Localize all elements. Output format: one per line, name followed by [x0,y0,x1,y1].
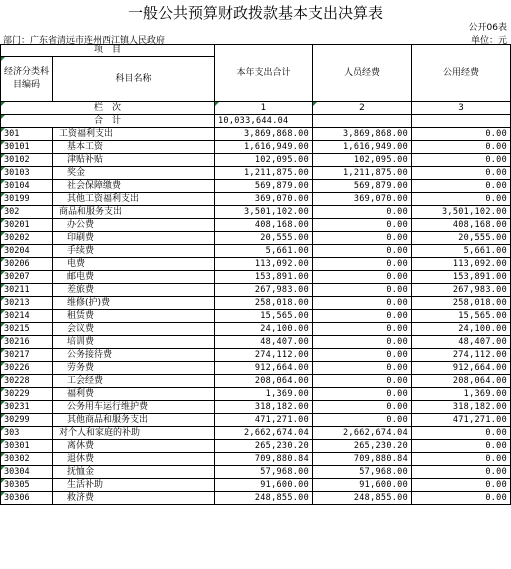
table-row [1,388,511,401]
row-personnel: 0.00 [313,206,412,219]
table-row [1,492,511,505]
table-row [1,232,511,245]
table-row [1,167,511,180]
table-row [1,219,511,232]
row-total: 248,855.00 [215,492,313,505]
row-public: 0.00 [412,193,511,206]
table-row [1,154,511,167]
row-code: 30215 [1,323,53,336]
row-subject-name: 手续费 [53,245,215,258]
table-row [1,401,511,414]
row-total: 91,600.00 [215,479,313,492]
row-personnel: 248,855.00 [313,492,412,505]
row-total: 318,182.00 [215,401,313,414]
table-row [1,323,511,336]
table-row [1,245,511,258]
row-code: 30103 [1,167,53,180]
row-personnel: 0.00 [313,362,412,375]
table-row [1,141,511,154]
row-total: 3,501,102.00 [215,206,313,219]
row-public: 0.00 [412,167,511,180]
row-public: 471,271.00 [412,414,511,427]
row-personnel: 0.00 [313,401,412,414]
column-index-3: 3 [412,102,511,115]
row-subject-name: 福利费 [53,388,215,401]
row-personnel: 369,070.00 [313,193,412,206]
row-subject-name: 基本工资 [53,141,215,154]
row-personnel: 265,230.20 [313,440,412,453]
row-subject-name: 对个人和家庭的补助 [53,427,215,440]
row-public: 15,565.00 [412,310,511,323]
table-row [1,375,511,388]
row-total: 408,168.00 [215,219,313,232]
table-row [1,362,511,375]
row-total: 20,555.00 [215,232,313,245]
row-code: 30199 [1,193,53,206]
row-public: 0.00 [412,180,511,193]
row-subject-name: 办公费 [53,219,215,232]
table-row [1,180,511,193]
row-personnel: 2,662,674.04 [313,427,412,440]
row-subject-name: 商品和服务支出 [53,206,215,219]
row-code: 303 [1,427,53,440]
row-total: 113,092.00 [215,258,313,271]
row-subject-name: 社会保障缴费 [53,180,215,193]
table-row [1,466,511,479]
total-personnel [313,115,412,128]
table-row [1,297,511,310]
row-subject-name: 会议费 [53,323,215,336]
row-total: 24,100.00 [215,323,313,336]
table-row [1,349,511,362]
row-total: 3,869,868.00 [215,128,313,141]
table-row [1,128,511,141]
table-row [1,414,511,427]
report-title: 一般公共预算财政拨款基本支出决算表 [127,4,383,22]
row-subject-name: 救济费 [53,492,215,505]
row-code: 30211 [1,284,53,297]
row-code: 30207 [1,271,53,284]
row-subject-name: 电费 [53,258,215,271]
row-code: 30304 [1,466,53,479]
row-subject-name: 工会经费 [53,375,215,388]
row-subject-name: 生活补助 [53,479,215,492]
expenditure-table [0,44,511,505]
row-subject-name: 劳务费 [53,362,215,375]
row-code: 30216 [1,336,53,349]
row-personnel: 0.00 [313,336,412,349]
row-total: 369,070.00 [215,193,313,206]
row-public: 3,501,102.00 [412,206,511,219]
row-public: 153,891.00 [412,271,511,284]
row-personnel: 0.00 [313,310,412,323]
row-subject-name: 离休费 [53,440,215,453]
row-total: 153,891.00 [215,271,313,284]
header-row-project [1,45,511,57]
row-code: 30226 [1,362,53,375]
row-subject-name: 抚恤金 [53,466,215,479]
table-row [1,440,511,453]
row-public: 0.00 [412,427,511,440]
row-code: 30214 [1,310,53,323]
row-subject-name: 公务接待费 [53,349,215,362]
row-personnel: 0.00 [313,323,412,336]
row-public: 1,369.00 [412,388,511,401]
row-code: 301 [1,128,53,141]
row-public: 408,168.00 [412,219,511,232]
row-public: 912,664.00 [412,362,511,375]
row-public: 24,100.00 [412,323,511,336]
row-public: 208,064.00 [412,375,511,388]
row-personnel: 1,211,875.00 [313,167,412,180]
row-public: 258,018.00 [412,297,511,310]
row-personnel: 0.00 [313,349,412,362]
row-subject-name: 公务用车运行维护费 [53,401,215,414]
row-code: 30299 [1,414,53,427]
row-total: 1,616,949.00 [215,141,313,154]
row-subject-name: 印刷费 [53,232,215,245]
table-row [1,284,511,297]
row-personnel: 709,880.84 [313,453,412,466]
table-row [1,206,511,219]
row-subject-name: 津贴补贴 [53,154,215,167]
row-public: 48,407.00 [412,336,511,349]
column-index-2: 2 [313,102,412,115]
row-subject-name: 工资福利支出 [53,128,215,141]
row-code: 30202 [1,232,53,245]
row-code: 30213 [1,297,53,310]
table-row [1,310,511,323]
row-total: 569,879.00 [215,180,313,193]
row-personnel: 0.00 [313,232,412,245]
row-public: 20,555.00 [412,232,511,245]
row-public: 318,182.00 [412,401,511,414]
row-public: 5,661.00 [412,245,511,258]
total-value: 10,033,644.04 [215,115,313,128]
row-subject-name: 奖金 [53,167,215,180]
table-row [1,271,511,284]
column-index-row [1,102,511,115]
row-public: 113,092.00 [412,258,511,271]
total-public [412,115,511,128]
row-subject-name: 其他工资福利支出 [53,193,215,206]
row-personnel: 102,095.00 [313,154,412,167]
row-personnel: 1,616,949.00 [313,141,412,154]
row-total: 274,112.00 [215,349,313,362]
row-public: 274,112.00 [412,349,511,362]
row-total: 471,271.00 [215,414,313,427]
column-index-1: 1 [215,102,313,115]
row-total: 2,662,674.04 [215,427,313,440]
row-total: 15,565.00 [215,310,313,323]
table-row [1,453,511,466]
row-code: 30306 [1,492,53,505]
table-row [1,479,511,492]
row-code: 30231 [1,401,53,414]
row-subject-name: 差旅费 [53,284,215,297]
total-row [1,115,511,128]
row-personnel: 0.00 [313,388,412,401]
row-public: 0.00 [412,154,511,167]
table-row [1,427,511,440]
header-subject-name: 科目名称 [53,57,215,102]
department-label: 部门：广东省清远市连州西江镇人民政府 [3,36,166,46]
row-total: 48,407.00 [215,336,313,349]
row-total: 258,018.00 [215,297,313,310]
header-total: 本年支出合计 [215,45,313,102]
row-total: 102,095.00 [215,154,313,167]
header-public: 公用经费 [412,45,511,102]
row-code: 30229 [1,388,53,401]
row-code: 302 [1,206,53,219]
row-total: 5,661.00 [215,245,313,258]
row-code: 30228 [1,375,53,388]
row-personnel: 0.00 [313,271,412,284]
row-code: 30101 [1,141,53,154]
row-code: 30305 [1,479,53,492]
row-public: 0.00 [412,128,511,141]
row-subject-name: 邮电费 [53,271,215,284]
row-code: 30302 [1,453,53,466]
table-row [1,258,511,271]
row-personnel: 0.00 [313,258,412,271]
row-total: 1,369.00 [215,388,313,401]
row-subject-name: 维修(护)费 [53,297,215,310]
row-personnel: 0.00 [313,297,412,310]
row-personnel: 0.00 [313,284,412,297]
row-code: 30102 [1,154,53,167]
header-econ-code: 经济分类科目编码 [1,57,53,102]
column-index-label: 栏 次 [1,102,215,115]
row-subject-name: 退休费 [53,453,215,466]
row-total: 912,664.00 [215,362,313,375]
row-total: 57,968.00 [215,466,313,479]
row-code: 30104 [1,180,53,193]
table-row [1,336,511,349]
row-total: 1,211,875.00 [215,167,313,180]
row-code: 30301 [1,440,53,453]
row-personnel: 569,879.00 [313,180,412,193]
header-personnel: 人员经费 [313,45,412,102]
row-code: 30217 [1,349,53,362]
row-total: 709,880.84 [215,453,313,466]
row-personnel: 0.00 [313,375,412,388]
row-personnel: 0.00 [313,414,412,427]
row-code: 30201 [1,219,53,232]
row-subject-name: 培训费 [53,336,215,349]
row-public: 0.00 [412,141,511,154]
unit-label: 单位：元 [470,36,507,46]
row-subject-name: 租赁费 [53,310,215,323]
row-personnel: 91,600.00 [313,479,412,492]
row-public: 0.00 [412,479,511,492]
row-public: 0.00 [412,466,511,479]
row-personnel: 3,869,868.00 [313,128,412,141]
row-public: 267,983.00 [412,284,511,297]
row-code: 30206 [1,258,53,271]
row-public: 0.00 [412,492,511,505]
row-subject-name: 其他商品和服务支出 [53,414,215,427]
row-total: 265,230.20 [215,440,313,453]
total-label: 合 计 [1,115,215,128]
form-number: 公开06表 [468,23,507,33]
table-row [1,193,511,206]
row-public: 0.00 [412,440,511,453]
row-public: 0.00 [412,453,511,466]
row-personnel: 0.00 [313,219,412,232]
row-total: 208,064.00 [215,375,313,388]
row-code: 30204 [1,245,53,258]
header-project: 项 目 [1,45,215,57]
row-personnel: 0.00 [313,245,412,258]
row-personnel: 57,968.00 [313,466,412,479]
row-total: 267,983.00 [215,284,313,297]
